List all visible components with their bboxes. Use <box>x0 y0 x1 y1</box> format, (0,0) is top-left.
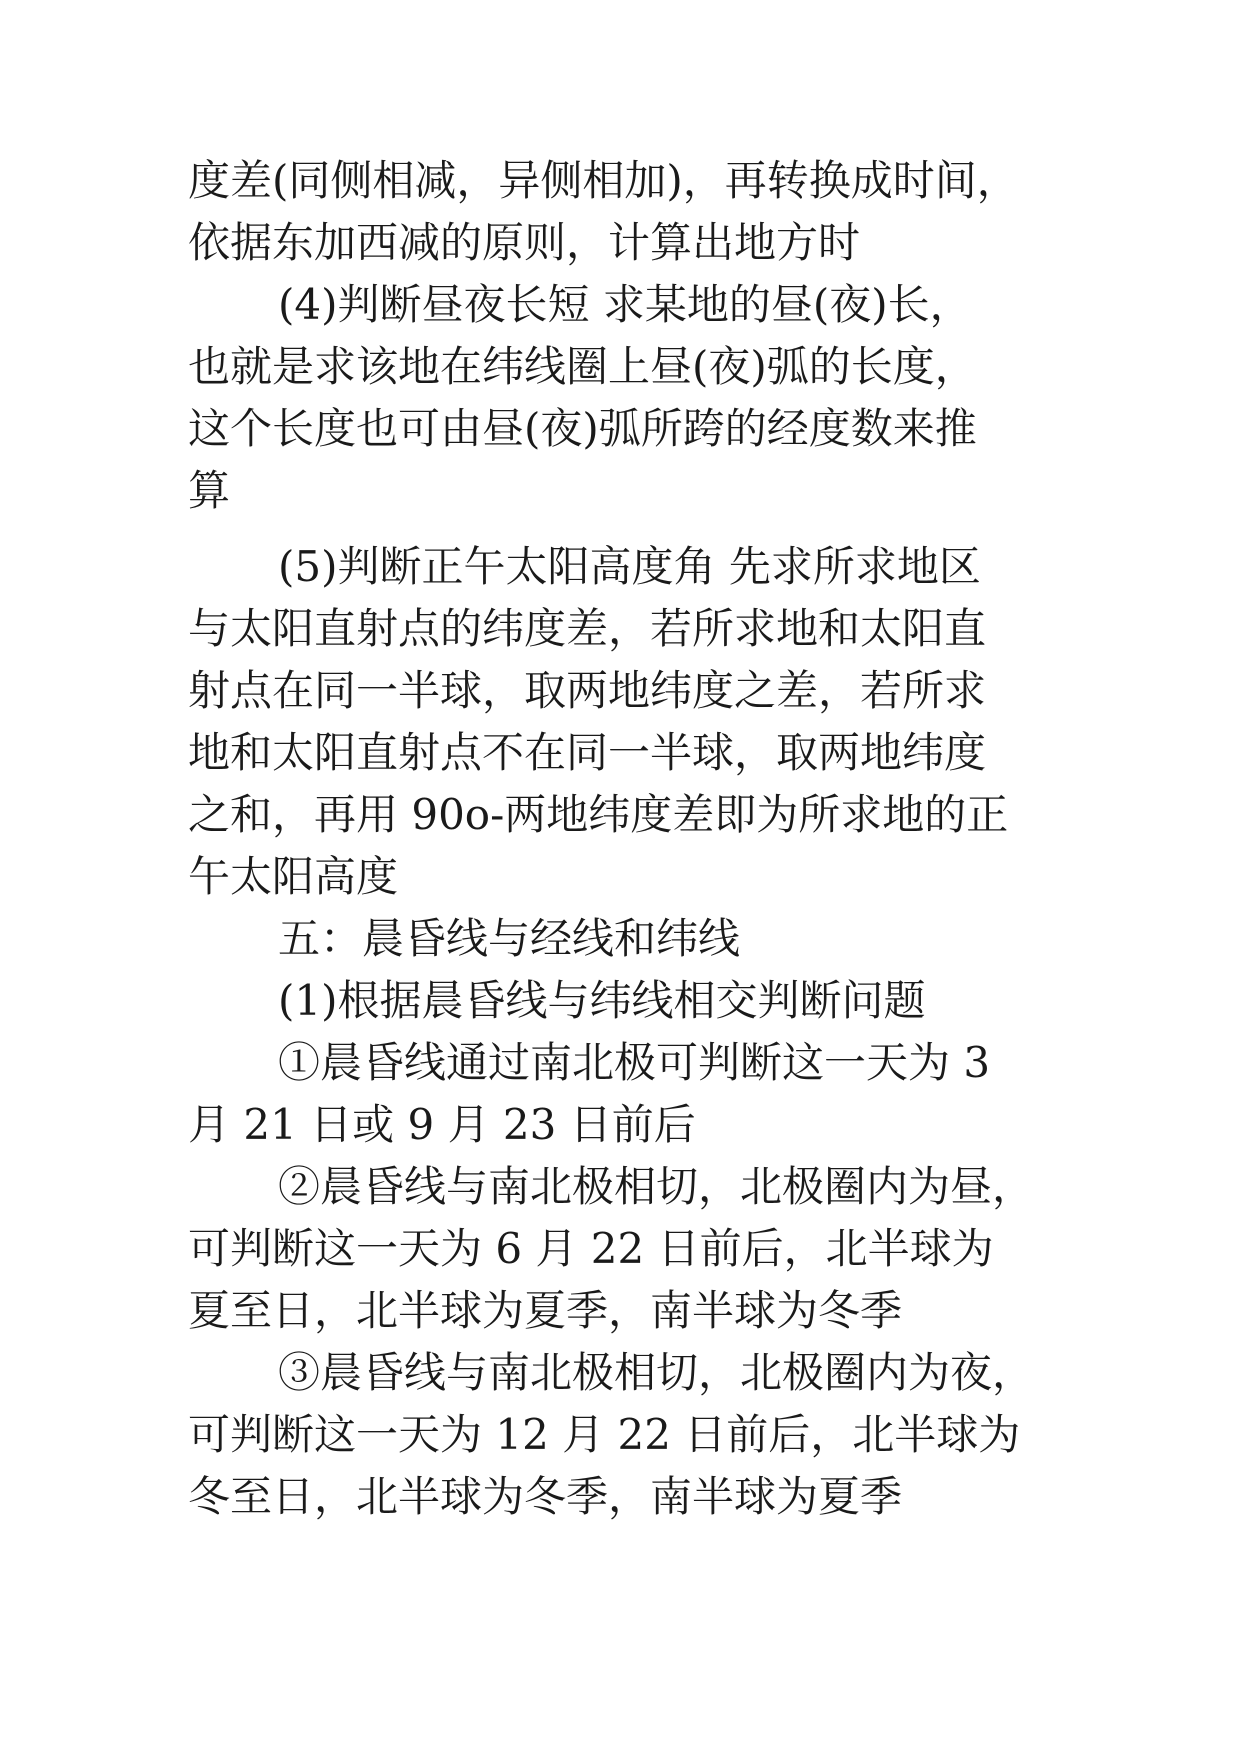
text-line: 可判断这一天为 12 月 22 日前后，北半球为 <box>188 1410 1021 1459</box>
text-line: 可判断这一天为 6 月 22 日前后，北半球为 <box>188 1224 994 1273</box>
text-line: ①晨昏线通过南北极可判断这一天为 3 <box>278 1038 991 1087</box>
section-heading: 五：晨昏线与经线和纬线 <box>278 914 741 963</box>
text-line: 与太阳直射点的纬度差，若所求地和太阳直 <box>188 604 987 653</box>
text-line: 射点在同一半球，取两地纬度之差，若所求 <box>188 666 987 715</box>
document-body <box>188 150 1058 1528</box>
text-line: 这个长度也可由昼(夜)弧所跨的经度数来推 <box>188 404 977 453</box>
text-line: (5)判断正午太阳高度角 先求所求地区 <box>278 542 981 591</box>
text-line: 算 <box>188 466 231 515</box>
text-line: 地和太阳直射点不在同一半球，取两地纬度 <box>188 728 987 777</box>
text-line: 依据东加西减的原则，计算出地方时 <box>188 218 861 267</box>
text-line: 也就是求该地在纬线圈上昼(夜)弧的长度， <box>188 342 977 391</box>
text-line: 夏至日，北半球为夏季，南半球为冬季 <box>188 1286 903 1335</box>
text-line: 月 21 日或 9 月 23 日前后 <box>188 1100 696 1149</box>
text-line: 度差(同侧相减，异侧相加)，再转换成时间， <box>188 156 1019 205</box>
text-line: ③晨昏线与南北极相切，北极圈内为夜， <box>278 1348 1035 1397</box>
text-line: 之和，再用 90o-两地纬度差即为所求地的正 <box>188 790 1009 839</box>
text-line: 冬至日，北半球为冬季，南半球为夏季 <box>188 1472 903 1521</box>
text-line: (4)判断昼夜长短 求某地的昼(夜)长， <box>278 280 972 329</box>
text-line: ②晨昏线与南北极相切，北极圈内为昼， <box>278 1162 1035 1211</box>
text-line: 午太阳高度 <box>188 852 399 901</box>
subsection-heading: (1)根据晨昏线与纬线相交判断问题 <box>278 976 926 1025</box>
